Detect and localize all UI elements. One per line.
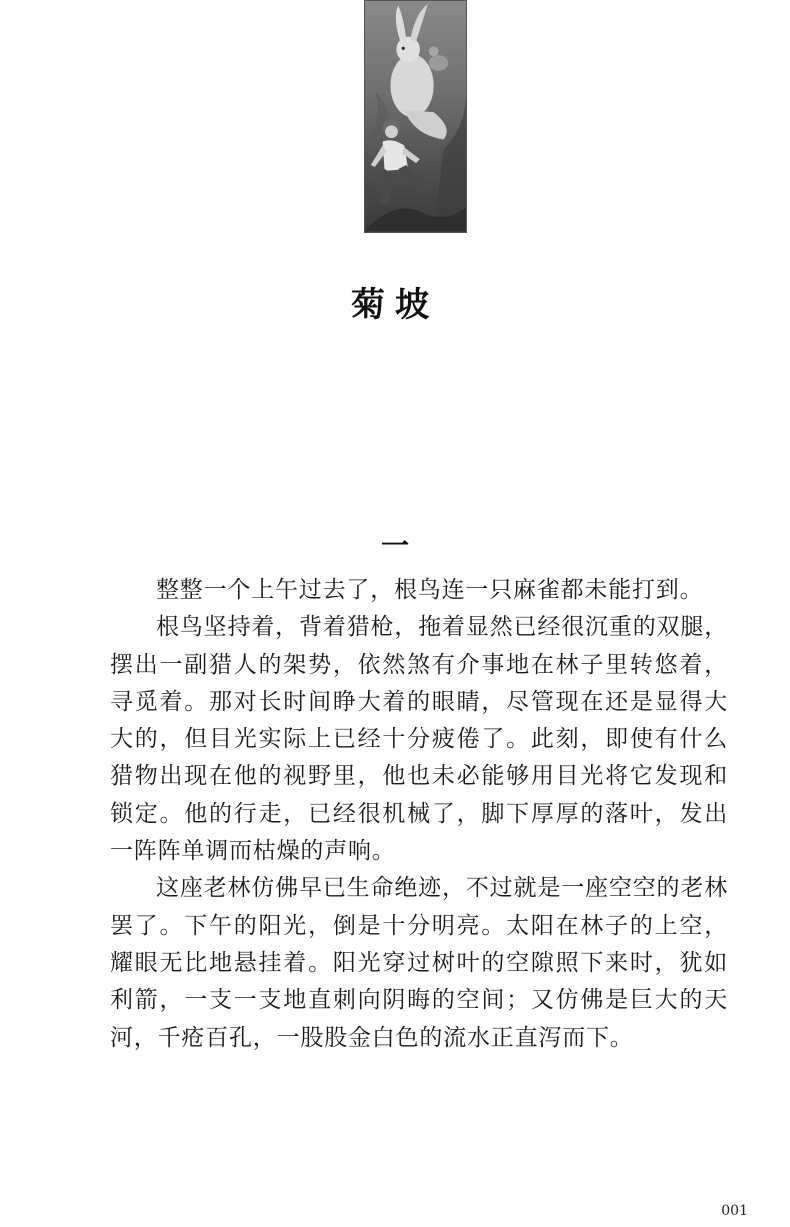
section-number: 一 — [380, 529, 409, 562]
chapter-title: 菊坡 — [351, 285, 439, 325]
paragraph: 整整一个上午过去了，根鸟连一只麻雀都未能打到。 — [156, 577, 704, 603]
paragraph: 这座老林仿佛早已生命绝迹，不过就是一座空空的老林罢了。下午的阳光，倒是十分明亮。太阳在林子的上空，耀眼无比地悬挂着。阳光穿过树叶的空隙照下来时，犹如利箭，一支一支地直刺向阴晦的空间；又仿佛是巨大的天河，千疮百孔，一股股金白色的流水正直泻而下。 — [110, 875, 728, 1051]
chapter-illustration — [364, 0, 467, 233]
rabbit-boy-illustration-icon — [365, 1, 466, 232]
chapter-body — [110, 572, 728, 1057]
page-number: 001 — [721, 1203, 748, 1219]
paragraph: 根鸟坚持着，背着猎枪，拖着显然已经很沉重的双腿，摆出一副猎人的架势，依然煞有介事地在林子里转悠着，寻觅着。那对长时间睁大着的眼睛，尽管现在还是显得大大的，但目光实际上已经十分疲倦了。此刻，即使有什么猎物出现在他的视野里，他也未必能够用目光将它发现和锁定。他的行走，已经很机械了，脚下厚厚的落叶，发出一阵阵单调而枯燥的声响。 — [110, 614, 728, 865]
